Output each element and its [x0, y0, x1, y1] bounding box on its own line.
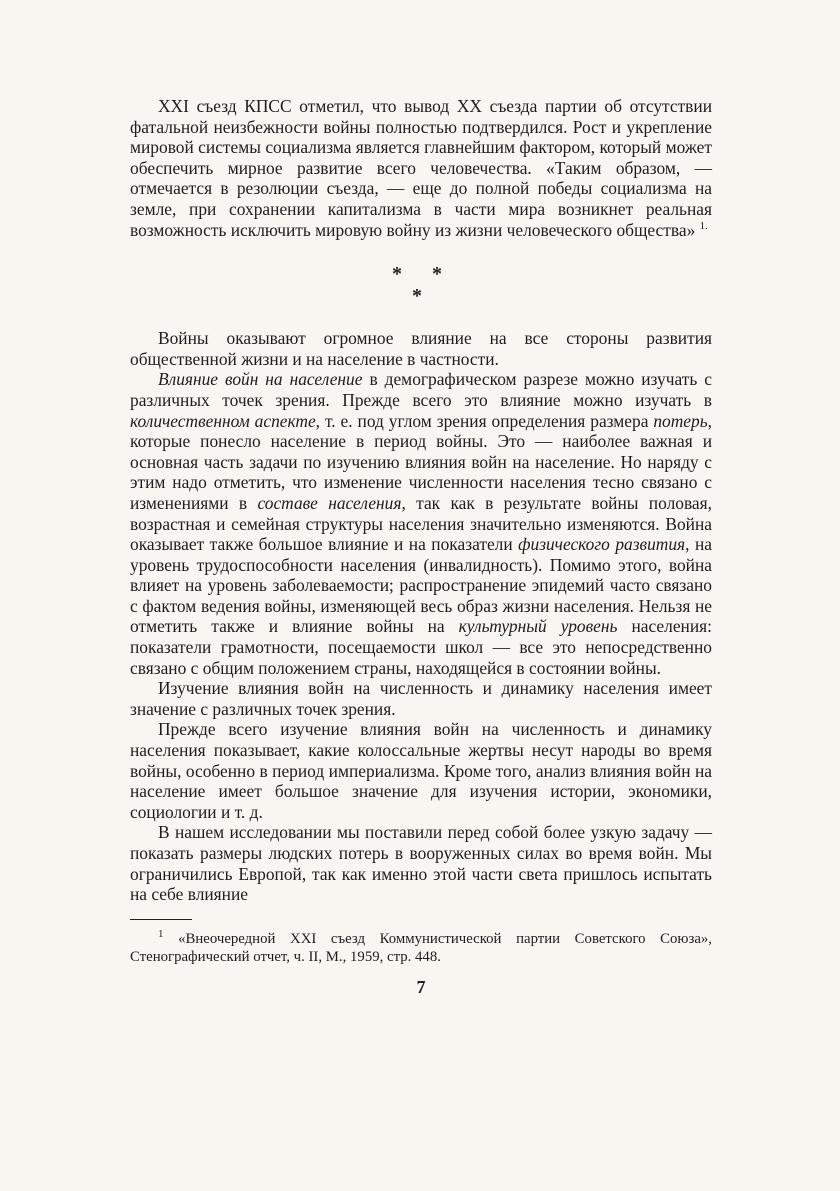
emphasis-phrase: физического развития	[518, 534, 686, 555]
paragraph-3-text: , т. е. под углом зрения определения размера	[315, 410, 654, 431]
paragraph-1	[130, 96, 712, 240]
asterisk-icon: *	[392, 263, 402, 286]
paragraph-3-text: населения: показатели грамотности, посещаемости школ — все это непосредственно связано с общим положением страны, находящейся в состоянии войны.	[130, 616, 712, 678]
footnote-divider	[130, 919, 192, 920]
paragraph-3-text: , на уровень трудоспособности населения (инвалидность). Помимо этого, война влияет на уровень заболеваемости; распространение эпидемий часто связано с фактом ведения войны, изменяющей весь образ жизни населения. Нельзя не отметить также и влияние войны на	[130, 534, 712, 637]
emphasis-phrase: Влияние войн на население	[158, 369, 363, 390]
paragraph-4: Изучение влияния войн на численность и динамику населения имеет значение с различных точек зрения.	[130, 678, 712, 719]
paragraph-2: Войны оказывают огромное влияние на все стороны развития общественной жизни и на население в частности.	[130, 328, 712, 369]
asterisk-icon: *	[432, 263, 442, 286]
footnote-reference: 1.	[699, 219, 708, 232]
paragraph-3	[130, 369, 712, 678]
paragraph-5: Прежде всего изучение влияния войн на численность и динамику населения показывает, какие колоссальные жертвы несут народы во время войны, особенно в период империализма. Кроме того, анализ влияния войн на население имеет большое значение для изучения истории, экономики, социологии и т. д.	[130, 719, 712, 822]
emphasis-phrase: потерь	[653, 410, 708, 431]
emphasis-phrase: количественном аспекте	[130, 410, 316, 431]
section-divider	[130, 246, 712, 318]
footnote	[130, 927, 712, 967]
page-number: 7	[416, 976, 426, 997]
emphasis-phrase: культурный уровень	[458, 616, 618, 637]
paragraph-6: В нашем исследовании мы поставили перед собой более узкую задачу — показать размеры людских потерь в вооруженных силах во время войн. Мы ограничились Европой, так как именно этой части света пришлось испытать на себе влияние	[130, 822, 712, 905]
footnote-text: «Внеочередной XXI съезд Коммунистической партии Советского Союза», Стенографический отчет, ч. II, М., 1959, стр. 448.	[130, 930, 712, 966]
paragraph-3-text: в демографическом разрезе можно изучать с различных точек зрения. Прежде всего это влияние можно изучать в	[130, 369, 712, 410]
emphasis-phrase: составе населения	[257, 492, 402, 513]
asterisk-icon: *	[412, 285, 422, 308]
paragraph-1-text: XXI съезд КПСС отметил, что вывод XX съезда партии об отсутствии фатальной неизбежности войны полностью подтвердился. Рост и укрепление мировой системы социализма является главнейшим фактором, который может обеспечить мирное развитие всего человечества. «Таким образом, — отмечается в резолюции съезда, — еще до полной победы социализма на земле, при сохранении капитализма в части мира возникнет реальная возможность исключить мировую войну из жизни человеческого общества»	[130, 96, 712, 240]
paragraph-3-text: , которые понесло население в период войны. Это — наиболее важная и основная часть задачи по изучению влияния войн на население. Но наряду с этим надо отметить, что изменение численности населения тесно связано с изменениями в	[130, 410, 712, 513]
paragraph-3-text: , так как в результате войны половая, возрастная и семейная структуры населения значительно изменяются. Война оказывает также большое влияние и на показатели	[130, 492, 712, 555]
footnote-mark: 1	[158, 927, 164, 940]
document-page	[130, 96, 712, 997]
